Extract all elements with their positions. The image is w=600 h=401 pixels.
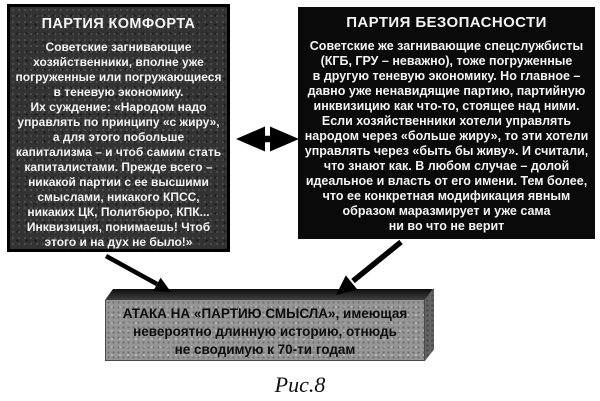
text-line: не сводимую к 70-ти годам xyxy=(174,342,356,357)
text-line: капиталистами. Прежде всего – xyxy=(24,160,213,174)
text-line: Советские загнивающие xyxy=(45,40,192,54)
text-line: Если хозяйственники хотели управлять xyxy=(321,114,572,128)
text-line: народом через «больше жиру», то эти хотели xyxy=(304,129,589,143)
attack-slab-box xyxy=(105,300,425,361)
party-comfort-title: ПАРТИЯ КОМФОРТА xyxy=(41,16,196,32)
party-comfort-body xyxy=(10,40,227,250)
text-line: Их суждение: «Народом надо xyxy=(30,100,207,114)
text-line: погруженные или погружающиеся xyxy=(15,70,222,84)
text-line: смыслами, никакого КПСС, xyxy=(37,190,200,204)
text-line: Советские же загнивающие спецслужбисты xyxy=(309,39,584,53)
text-line: Инквизиция, понимаешь! Чтоб xyxy=(26,220,211,234)
party-security-title: ПАРТИЯ БЕЗОПАСНОСТИ xyxy=(346,14,547,31)
text-line: (КГБ, ГРУ – неважно), тоже погруженные xyxy=(320,54,573,68)
figure-caption: Рис.8 xyxy=(274,372,326,397)
left-down-arrow-icon xyxy=(106,256,171,292)
text-line: капитализма – и чтоб самим стать xyxy=(15,145,222,159)
text-line: управлять по принципу «с жиру», xyxy=(17,115,220,129)
attack-slab-right-face xyxy=(425,288,434,361)
text-line: никакой партии с ее высшими xyxy=(28,175,209,189)
text-line: давно уже ненавидящие партию, партийную xyxy=(307,84,586,98)
attack-slab-text xyxy=(106,300,424,359)
text-line: идеальное и власть от его имени. Тем более, xyxy=(305,174,588,188)
text-line: а для этого побольше xyxy=(52,130,185,144)
party-security-box xyxy=(298,7,595,239)
text-line: хозяйственники, вполне уже xyxy=(33,55,204,69)
attack-slab-top-face xyxy=(105,289,433,300)
party-comfort-box xyxy=(7,4,230,252)
text-line: что ее конкретная модификация явным xyxy=(322,189,571,203)
text-line: в теневую экономику. xyxy=(53,85,184,99)
text-line: невероятно длинную историю, отнюдь xyxy=(133,324,397,339)
right-down-arrow-icon xyxy=(336,242,401,295)
text-line: никаких ЦК, Политбюро, КПК... xyxy=(27,205,210,219)
text-line: инквизицию как что-то, стоящее над ними. xyxy=(313,99,580,113)
text-line: этого и на дух не было!» xyxy=(44,235,193,249)
text-line: ни во что не верит xyxy=(388,219,505,233)
text-line: образом маразмирует и уже сама xyxy=(342,204,551,218)
text-line: в другую теневую экономику. Но главное – xyxy=(312,69,581,83)
double-headed-arrow-icon xyxy=(236,127,299,152)
party-security-body xyxy=(298,39,595,234)
text-line: что знают как. В любом случае – долой xyxy=(323,159,570,173)
text-line: АТАКА НА «ПАРТИЮ СМЫСЛА», имеющая xyxy=(122,306,408,321)
text-line: управлять через «быть бы живу». И считали, xyxy=(304,144,589,158)
